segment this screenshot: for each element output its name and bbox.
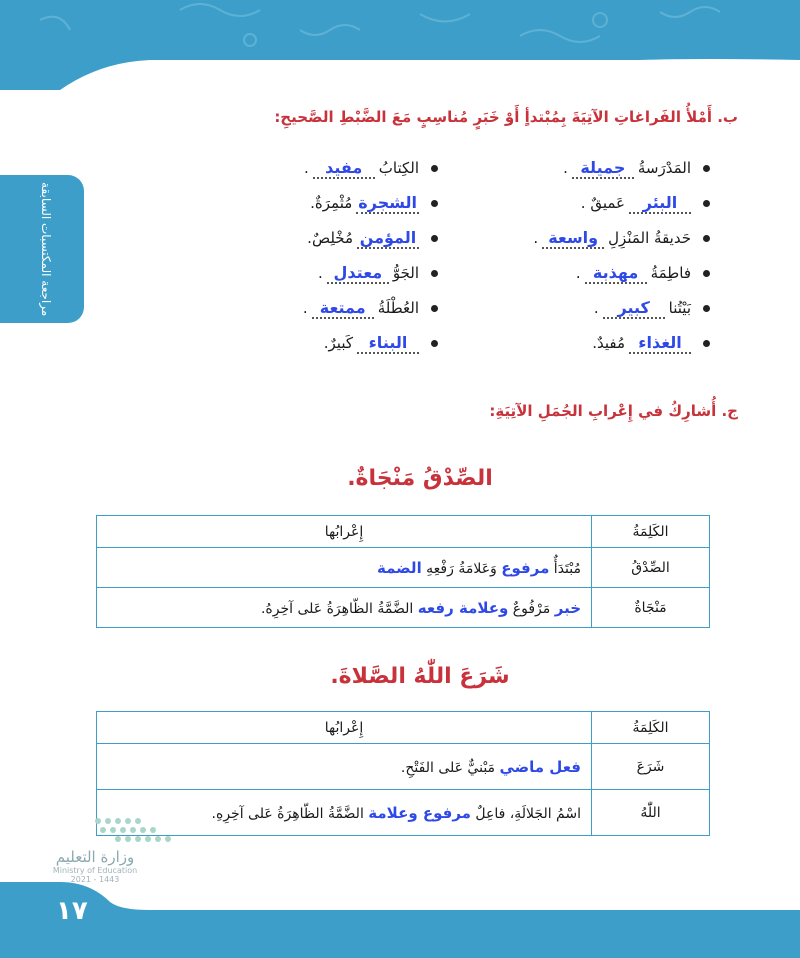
- irab-segment: مُبْتَدَأٌ: [549, 560, 581, 577]
- answer-blank[interactable]: مهذبة: [585, 263, 647, 284]
- exercise-item: [307, 228, 438, 249]
- sentence-title-2: شَرَعَ اللّٰهُ الصَّلاةَ.: [330, 664, 510, 689]
- item-text-after: كَبيرٌ.: [323, 334, 353, 352]
- exercise-item: [310, 193, 438, 214]
- bullet-icon: [431, 270, 438, 277]
- answer-blank[interactable]: مفيد: [313, 158, 375, 179]
- item-text-after: .: [303, 159, 309, 177]
- irab-segment: مَرْفُوعٌ: [508, 600, 555, 617]
- exercise-c-heading: ج. أُشارِكُ في إِعْرابِ الجُمَلِ الآتِيَةِ:: [489, 402, 738, 420]
- answer-segment: مرفوع: [501, 558, 550, 577]
- answer-blank[interactable]: واسعة: [542, 228, 604, 249]
- bullet-icon: [431, 165, 438, 172]
- table-header-row: [97, 516, 710, 548]
- answer-segment: وعلامة رفعه: [417, 598, 509, 617]
- table-header-row: [97, 712, 710, 744]
- exercise-item: [563, 158, 710, 179]
- item-text-before: بَيْتُنا: [668, 299, 691, 317]
- answer-blank[interactable]: المؤمن: [357, 228, 419, 249]
- answer-segment: مرفوع وعلامة: [368, 803, 471, 822]
- table-row: [97, 790, 710, 836]
- exercise-item: [581, 193, 710, 214]
- item-text-after: .: [302, 299, 308, 317]
- row-word: شَرَعَ: [592, 744, 710, 790]
- answer-blank[interactable]: معتدل: [327, 263, 389, 284]
- item-text-after: .: [533, 229, 539, 247]
- row-irab: [97, 744, 592, 790]
- bullet-icon: [703, 165, 710, 172]
- item-text-after: .: [318, 264, 323, 282]
- item-text-after: مُفيدٌ.: [592, 334, 625, 352]
- footer-bar: [0, 882, 800, 958]
- side-tab: [0, 175, 84, 323]
- side-tab-label: مراجعة المكتسبات السابقة: [39, 181, 53, 317]
- irab-segment: الضَّمَّةُ الظّاهِرَةُ عَلى آخِرِهُ.: [260, 600, 418, 617]
- exercise-item: [318, 263, 438, 284]
- item-text-after: عَميقٌ .: [580, 194, 625, 212]
- bullet-icon: [703, 235, 710, 242]
- row-word: اللّٰهُ: [592, 790, 710, 836]
- bullet-icon: [431, 200, 438, 207]
- exercise-item: [592, 333, 710, 354]
- exercise-item: [533, 228, 710, 249]
- ministry-logo-icon: [88, 813, 178, 843]
- answer-blank[interactable]: ممتعة: [312, 298, 374, 319]
- item-text-before: العُطْلَةُ: [377, 299, 419, 317]
- irab-segment: وَعَلامَةُ رَفْعِهِ: [421, 560, 502, 577]
- bullet-icon: [703, 340, 710, 347]
- item-text-before: المَدْرَسةُ: [637, 159, 691, 177]
- irab-segment: اسْمُ الجَلالَةِ، فاعِلٌ: [470, 805, 581, 822]
- irab-table-2: [96, 711, 710, 836]
- row-word: الصِّدْقُ: [592, 548, 710, 588]
- table-row: [97, 588, 710, 628]
- bullet-icon: [431, 305, 438, 312]
- answer-blank[interactable]: الشجرة: [358, 193, 417, 212]
- answer-blank[interactable]: البئر: [629, 193, 691, 214]
- header-word: الكَلِمَةُ: [592, 712, 710, 744]
- answer-blank[interactable]: البناء: [357, 333, 419, 354]
- page-number: ١٧: [56, 896, 88, 926]
- item-text-before: حَديقةُ المَنْزِلِ: [608, 229, 691, 247]
- row-irab: [97, 588, 592, 628]
- exercise-item: [576, 263, 710, 284]
- top-banner: [0, 0, 800, 90]
- bullet-icon: [703, 270, 710, 277]
- item-text-after: مُثْمِرَةٌ.: [310, 194, 353, 212]
- bullet-icon: [431, 340, 438, 347]
- header-irab: إِعْرابُها: [97, 712, 592, 744]
- row-word: مَنْجَاةٌ: [592, 588, 710, 628]
- exercise-item: [594, 298, 710, 319]
- item-text-after: مُخْلِصٌ.: [307, 229, 353, 247]
- answer-segment: خبر: [554, 598, 581, 617]
- bullet-icon: [431, 235, 438, 242]
- ministry-name-ar: وزارة التعليم: [55, 848, 135, 866]
- answer-blank[interactable]: الغذاء: [629, 333, 691, 354]
- exercise-item: [303, 298, 438, 319]
- item-text-after: .: [563, 159, 568, 177]
- answer-segment: فعل ماضي: [499, 757, 581, 776]
- ministry-year: 2021 - 1443: [70, 875, 120, 884]
- answer-blank[interactable]: جميلة: [572, 158, 634, 179]
- ministry-logo: [40, 848, 150, 884]
- exercise-b-heading: ب. أَمْلأُ الفَراغاتِ الآتِيَةَ بِمُبْتدأٍ أَوْ خَبَرٍ مُناسِبٍ مَعَ الضَّبْطِ الصَّحيحِ:: [274, 108, 738, 126]
- exercise-item: [304, 158, 438, 179]
- answer-segment: الضمة: [377, 558, 422, 577]
- header-irab: إِعْرابُها: [97, 516, 592, 548]
- item-text-before: فاطِمَةُ: [650, 264, 691, 282]
- item-text-before: الجَوُّ: [392, 264, 419, 282]
- exercise-item: [324, 333, 438, 354]
- irab-segment: مَبْنيٌّ عَلى الفَتْحِ.: [400, 759, 500, 776]
- ministry-name-en: Ministry of Education: [52, 866, 138, 875]
- item-text-after: .: [593, 299, 599, 317]
- bullet-icon: [703, 305, 710, 312]
- table-row: [97, 548, 710, 588]
- bullet-icon: [703, 200, 710, 207]
- row-irab: [97, 548, 592, 588]
- irab-table-1: [96, 515, 710, 628]
- item-text-before: الكِتابُ: [378, 159, 419, 177]
- sentence-title-1: الصِّدْقُ مَنْجَاةٌ.: [347, 466, 493, 491]
- table-row: [97, 744, 710, 790]
- header-word: الكَلِمَةُ: [592, 516, 710, 548]
- answer-blank[interactable]: كبير: [603, 298, 665, 319]
- item-text-after: .: [575, 264, 581, 282]
- irab-segment: الضَّمَّةُ الظّاهِرَةُ عَلى آخِرِهِ.: [211, 805, 369, 822]
